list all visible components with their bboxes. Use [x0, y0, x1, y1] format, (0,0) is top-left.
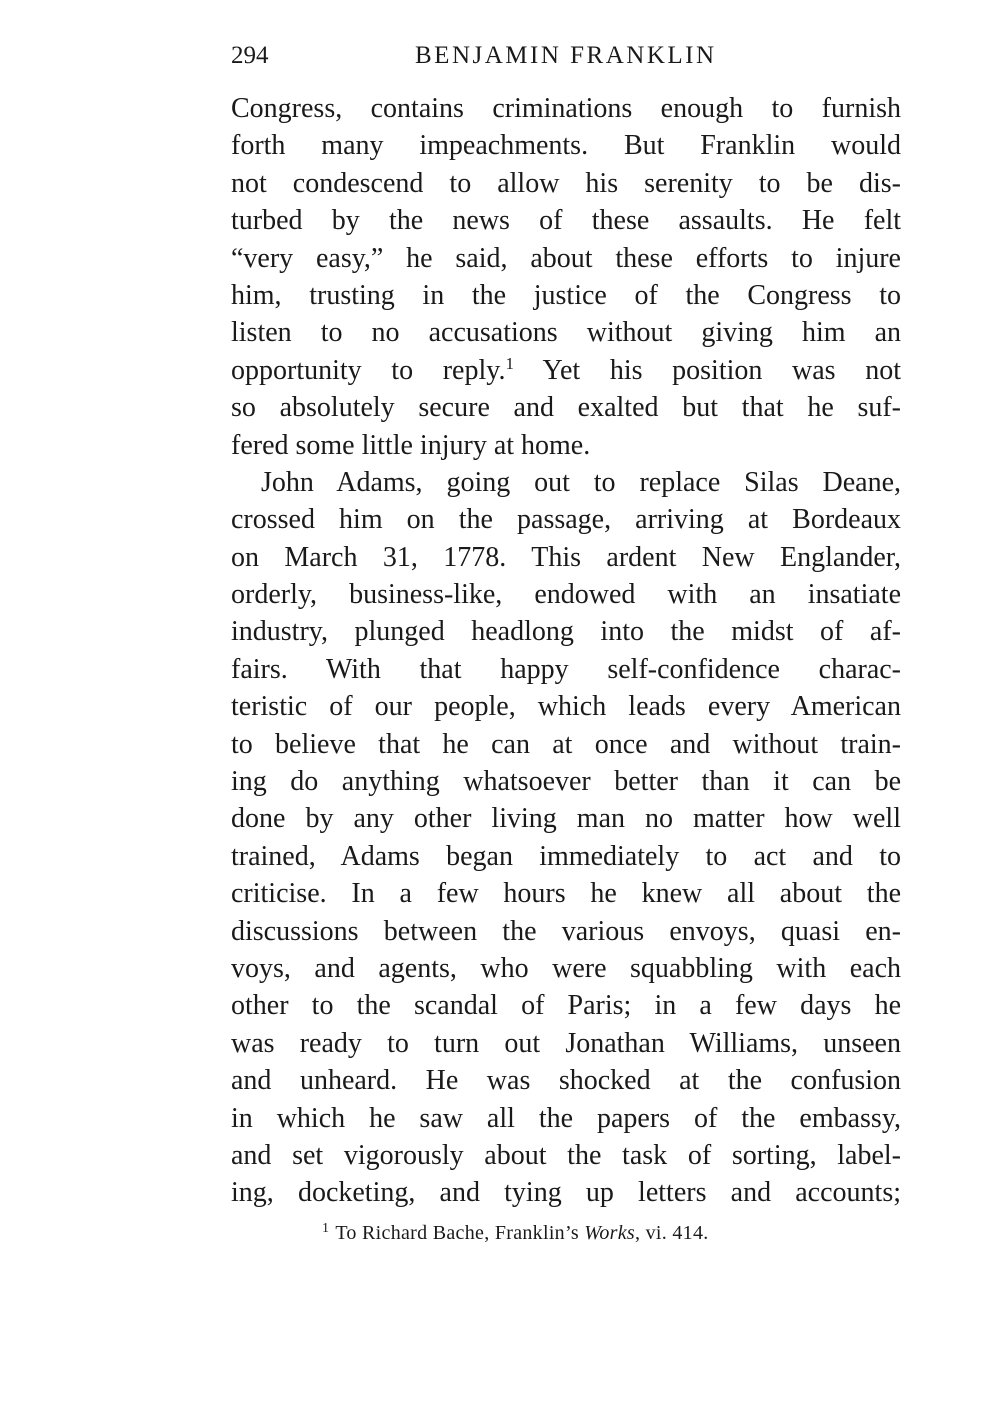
running-title: BENJAMIN FRANKLIN: [415, 42, 717, 69]
footnote-text-end: , vi. 414.: [635, 1222, 709, 1244]
footnote-italic-title: Works: [584, 1222, 636, 1244]
body-text: [231, 90, 901, 1212]
text-line: him, trusting in the justice of the Congress to: [231, 279, 901, 311]
text-segment: Yet his position was not: [513, 354, 901, 386]
text-line: to believe that he can at once and without train-: [231, 728, 901, 760]
page-number: 294: [231, 42, 269, 69]
text-line: voys, and agents, who were squabbling with each: [231, 952, 901, 984]
page-header: [231, 38, 901, 74]
text-line: listen to no accusations without giving him an: [231, 317, 901, 349]
footnote: [322, 1218, 709, 1248]
text-line: fairs. With that happy self-confidence charac-: [231, 653, 901, 685]
text-line: ing, docketing, and tying up letters and accounts;: [231, 1177, 901, 1209]
text-line: done by any other living man no matter how well: [231, 803, 901, 835]
text-line: and unheard. He was shocked at the confusion: [231, 1065, 901, 1097]
text-line: fered some little injury at home.: [231, 429, 591, 461]
footnote-text: To Richard Bache, Franklin’s: [335, 1222, 585, 1244]
text-line: Congress, contains criminations enough to furnish: [231, 93, 901, 124]
text-line-with-footnote-ref: [231, 352, 901, 389]
text-line: “very easy,” he said, about these efforts to injure: [231, 242, 901, 274]
text-line: so absolutely secure and exalted but that he suf-: [231, 392, 901, 424]
text-line: ing do anything whatsoever better than it can be: [231, 766, 901, 798]
footnote-reference: 1: [505, 353, 514, 373]
text-line: industry, plunged headlong into the midst of af-: [231, 616, 901, 648]
text-line: other to the scandal of Paris; in a few days he: [231, 990, 901, 1022]
text-line: orderly, business-like, endowed with an insatiate: [231, 579, 901, 611]
text-line: was ready to turn out Jonathan Williams, unseen: [231, 1027, 901, 1059]
text-line: turbed by the news of these assaults. He felt: [231, 205, 901, 237]
text-line: trained, Adams began immediately to act and to: [231, 840, 901, 872]
text-segment: opportunity to reply.: [231, 354, 506, 386]
text-line: criticise. In a few hours he knew all about the: [231, 878, 901, 910]
text-line: and set vigorously about the task of sorting, label-: [231, 1139, 901, 1171]
text-line: forth many impeachments. But Franklin would: [231, 130, 901, 162]
text-line: crossed him on the passage, arriving at Bordeaux: [231, 504, 901, 536]
text-line: in which he saw all the papers of the embassy,: [231, 1102, 901, 1134]
footnote-marker: 1: [322, 1221, 330, 1236]
text-line: on March 31, 1778. This ardent New Englander,: [231, 541, 901, 573]
text-line: teristic of our people, which leads every American: [231, 691, 901, 723]
text-line: discussions between the various envoys, quasi en-: [231, 915, 901, 947]
text-line: John Adams, going out to replace Silas Deane,: [261, 466, 901, 498]
text-line: not condescend to allow his serenity to be dis-: [231, 167, 901, 199]
